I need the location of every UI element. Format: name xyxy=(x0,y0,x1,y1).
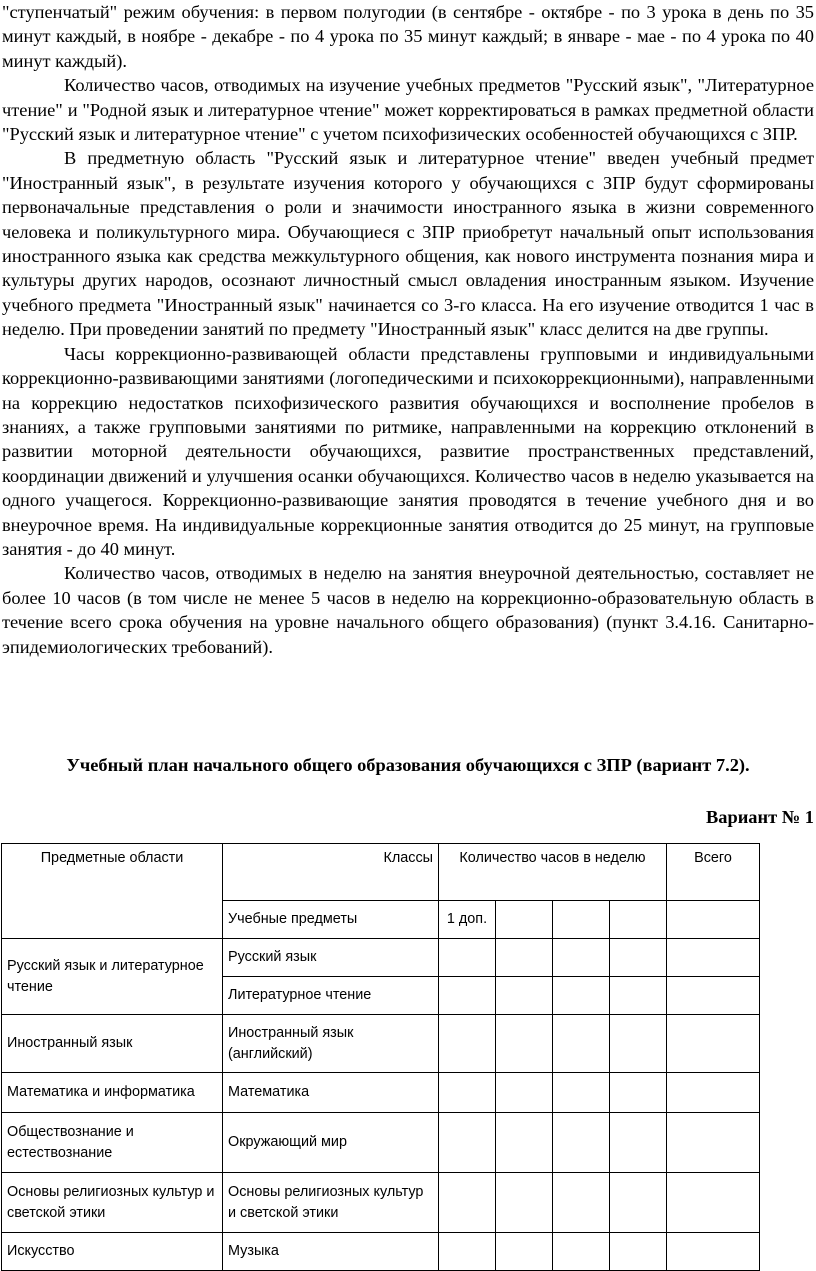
hours-cell xyxy=(439,977,496,1015)
table-row xyxy=(2,1073,760,1113)
hours-cell xyxy=(496,1073,553,1113)
subject-literature: Литературное чтение xyxy=(223,977,439,1015)
hours-cell xyxy=(439,939,496,977)
hours-cell xyxy=(610,1173,667,1233)
header-grade-4 xyxy=(610,901,667,939)
paragraph-4: Часы коррекционно-развивающей области представлены групповыми и индивидуальными коррекционно-развивающими занятиями (логопедическими и психокоррекционными), направленными на коррекцию недостатков психофизического развития обучающихся и восполнение пробелов в знаниях, а также групповыми занятиями по ритмике, направленными на коррекцию отклонений в развитии моторной деятельности обучающихся, развитие пространственных представлений, координации движений и улучшения осанки обучающихся. Количество часов в неделю указывается на одного учащегося. Коррекционно-развивающие занятия проводятся в течение учебного дня и во внеурочное время. На индивидуальные коррекционные занятия отводится до 25 минут, на групповые занятия - до 40 минут. xyxy=(2,343,814,559)
hours-cell xyxy=(439,1173,496,1233)
total-cell xyxy=(667,977,760,1015)
curriculum-table xyxy=(1,843,760,1271)
hours-cell xyxy=(553,939,610,977)
hours-cell xyxy=(553,1173,610,1233)
total-cell xyxy=(667,1233,760,1271)
area-foreign: Иностранный язык xyxy=(2,1015,223,1073)
header-grade-3 xyxy=(553,901,610,939)
hours-cell xyxy=(553,977,610,1015)
hours-cell xyxy=(610,1073,667,1113)
plan-heading: Учебный план начального общего образования обучающихся с ЗПР (вариант 7.2). xyxy=(66,755,750,775)
total-cell xyxy=(667,939,760,977)
table-row xyxy=(2,1015,760,1073)
area-art: Искусство xyxy=(2,1233,223,1271)
hours-cell xyxy=(439,1233,496,1271)
header-total: Всего xyxy=(667,844,760,901)
table-row xyxy=(2,1173,760,1233)
hours-cell xyxy=(439,1113,496,1173)
hours-cell xyxy=(553,1113,610,1173)
hours-cell xyxy=(496,1015,553,1073)
subject-math: Математика xyxy=(223,1073,439,1113)
hours-cell xyxy=(610,977,667,1015)
table-row xyxy=(2,1233,760,1271)
subject-music: Музыка xyxy=(223,1233,439,1271)
area-russian: Русский язык и литературное чтение xyxy=(2,939,223,1015)
total-cell xyxy=(667,1073,760,1113)
hours-cell xyxy=(439,1073,496,1113)
area-math: Математика и информатика xyxy=(2,1073,223,1113)
hours-cell xyxy=(496,977,553,1015)
paragraph-2: Количество часов, отводимых на изучение учебных предметов "Русский язык", "Литературное чтение" и "Родной язык и литературное чтение" может корректироваться в рамках предметной области "Русский язык и литературное чтение" с учетом психофизических особенностей обучающихся с ЗПР. xyxy=(2,75,814,145)
header-subjects: Учебные предметы xyxy=(223,901,439,939)
subject-russian: Русский язык xyxy=(223,939,439,977)
hours-cell xyxy=(553,1073,610,1113)
header-classes: Классы xyxy=(223,844,439,901)
table-row xyxy=(2,939,760,977)
hours-cell xyxy=(439,1015,496,1073)
total-cell xyxy=(667,1173,760,1233)
paragraph-5: Количество часов, отводимых в неделю на занятия внеурочной деятельностью, составляет не более 10 часов (в том числе не менее 5 часов в неделю на коррекционно-образовательную область в течение всего срока обучения на уровне начального общего образования) (пункт 3.4.16. Санитарно-эпидемиологических требований). xyxy=(2,563,814,657)
area-nature: Обществознание и естествознание xyxy=(2,1113,223,1173)
hours-cell xyxy=(610,1113,667,1173)
header-hours: Количество часов в неделю xyxy=(439,844,667,901)
total-cell xyxy=(667,1015,760,1073)
hours-cell xyxy=(610,1015,667,1073)
table-row xyxy=(2,1113,760,1173)
subject-nature: Окружающий мир xyxy=(223,1113,439,1173)
paragraph-3: В предметную область "Русский язык и литературное чтение" введен учебный предмет "Иностранный язык", в результате изучения которого у обучающихся с ЗПР будут сформированы первоначальные представления о роли и значимости иностранного языка в жизни современного человека и поликультурного мира. Обучающиеся с ЗПР приобретут начальный опыт использования иностранного языка как средства межкультурного общения, как нового инструмента познания мира и культуры других народов, осознают личностный смысл овладения иностранным языком. Изучение учебного предмета "Иностранный язык" начинается со 3-го класса. На его изучение отводится 1 час в неделю. При проведении занятий по предмету "Иностранный язык" класс делится на две группы. xyxy=(2,148,814,340)
hours-cell xyxy=(496,1173,553,1233)
paragraph-1: "ступенчатый" режим обучения: в первом полугодии (в сентябре - октябре - по 3 урока в день по 35 минут каждый, в ноябре - декабре - по 4 урока по 35 минут каждый; в январе - мае - по 4 урока по 40 минут каждый). xyxy=(2,2,814,71)
variant-label: Вариант № 1 xyxy=(706,807,814,827)
hours-cell xyxy=(610,939,667,977)
header-grade-2 xyxy=(496,901,553,939)
header-areas: Предметные области xyxy=(2,844,223,939)
hours-cell xyxy=(496,1113,553,1173)
hours-cell xyxy=(610,1233,667,1271)
hours-cell xyxy=(496,1233,553,1271)
subject-religion: Основы религиозных культур и светской этики xyxy=(223,1173,439,1233)
total-cell xyxy=(667,1113,760,1173)
body-text xyxy=(2,0,814,659)
header-total-empty xyxy=(667,901,760,939)
area-religion: Основы религиозных культур и светской этики xyxy=(2,1173,223,1233)
header-grade-1: 1 доп. xyxy=(439,901,496,939)
subject-foreign: Иностранный язык (английский) xyxy=(223,1015,439,1073)
hours-cell xyxy=(553,1233,610,1271)
hours-cell xyxy=(496,939,553,977)
table-header-row xyxy=(2,844,760,901)
hours-cell xyxy=(553,1015,610,1073)
